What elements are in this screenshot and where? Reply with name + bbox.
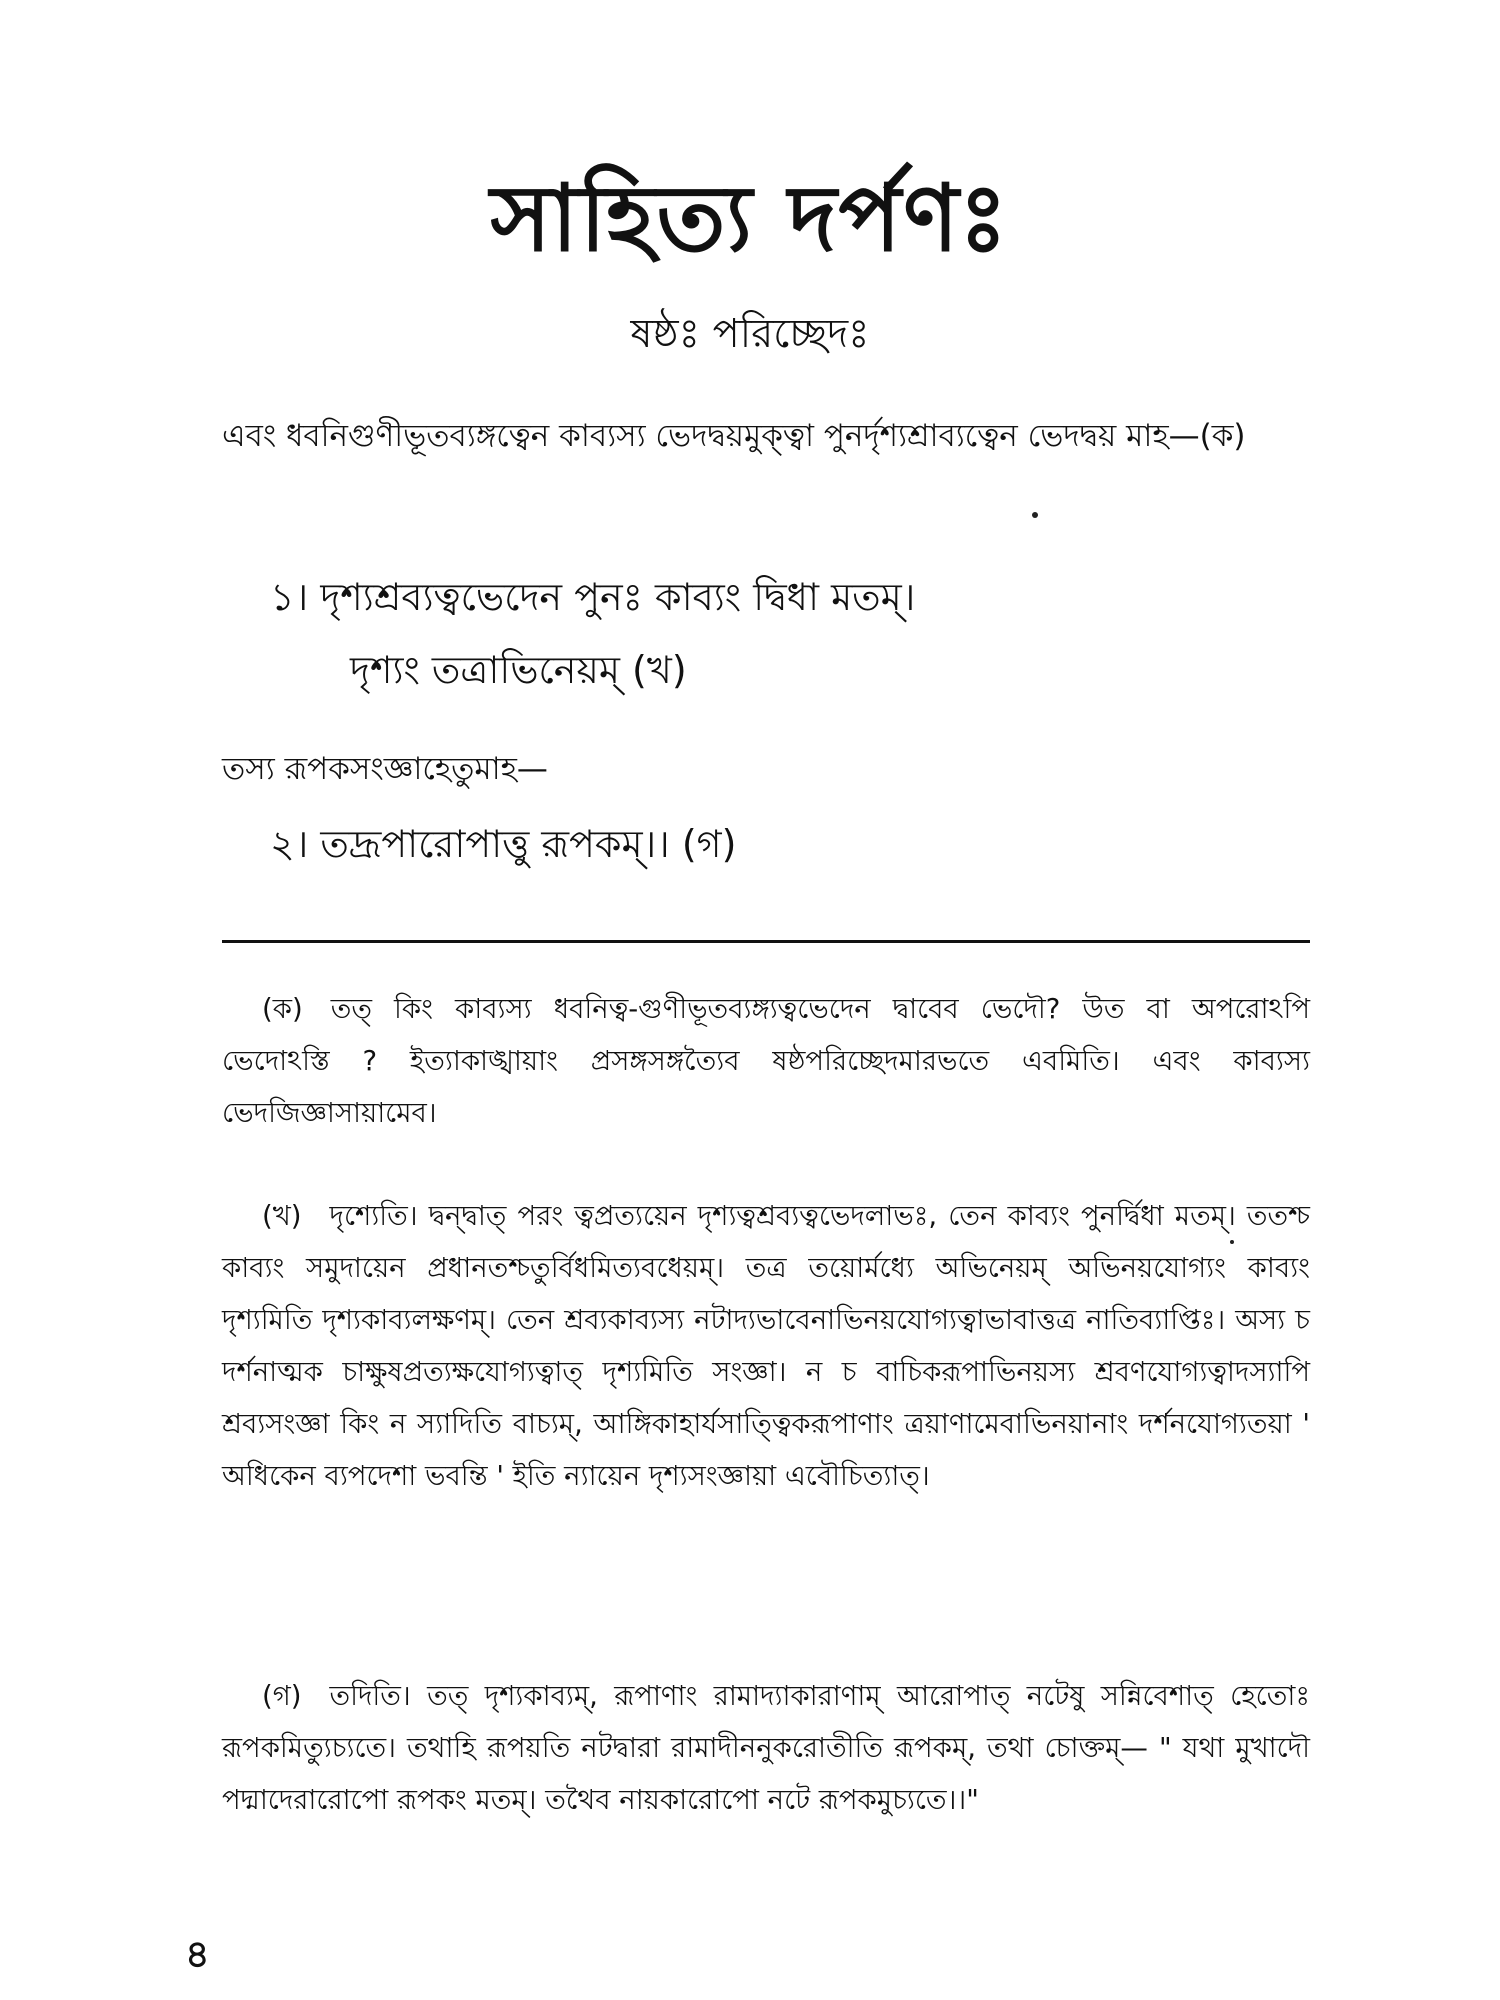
scan-speck (1032, 512, 1038, 518)
footnote-text: দৃশ্যেতি। দ্বন্দ্বাত্ পরং ত্বপ্রত্যয়েন দৃশ্যত্বশ্রব্যত্বভেদলাভঃ, তেন কাব্যং পুনর্দ্বিধা মতম্। ততশ্চ কাব্যং সমুদায়েন প্রধানতশ্চতুর্বিধমিত্যবধেয়ম্। তত্র তয়োর্মধ্যে অভিনেয়ম্ অভিনয়যোগ্যং কাব্যং দৃশ্যমিতি দৃশ্যকাব্যলক্ষণম্। তেন শ্রব্যকাব্যস্য নটাদ্যভাবেনাভিনয়যোগ্যত্বাভাবাত্তত্র নাতিব্যাপ্তিঃ। অস্য চ দর্শনাত্মক চাক্ষুষপ্রত্যক্ষযোগ্যত্বাত্ দৃশ্যমিতি সংজ্ঞা। ন চ বাচিকরূপাভিনয়স্য শ্রবণযোগ্যত্বাদস্যাপি শ্রব্যসংজ্ঞা কিং ন স্যাদিতি বাচ্যম্, আঙ্গিকাহার্যসাত্ত্বিকরূপাণাং ত্রয়াণামেবাভিনয়ানাং দর্শনযোগ্যতয়া ' অধিকেন ব্যপদেশা ভবন্তি ' ইতি ন্যায়েন দৃশ্যসংজ্ঞায়া এবৌচিত্যাত্। (222, 1200, 1310, 1492)
verse-1-line-1: ১। দৃশ্যশ্রব্যত্বভেদেন পুনঃ কাব্যং দ্বিধা মতম্। (270, 575, 916, 619)
footnote-ga (222, 1670, 1310, 1826)
scan-speck (1230, 1240, 1234, 1244)
verse-1-line-2: দৃশ্যং তত্রাভিনেয়ম্ (খ) (350, 648, 687, 692)
footnote-marker: (খ) (262, 1200, 302, 1232)
chapter-heading: ষষ্ঠঃ পরিচ্ছেদঃ (630, 311, 870, 357)
footnote-kha (222, 1190, 1310, 1502)
prose-line: তস্য রূপকসংজ্ঞাহেতুমাহ— (222, 751, 548, 787)
footnote-text: তত্ কিং কাব্যস্য ধবনিত্ব-গুণীভূতব্যঙ্গ্যত্বভেদেন দ্বাবেব ভেদৌ? উত বা অপরোঽপি ভেদোঽস্তি ? ইত্যাকাঙ্খায়াং প্রসঙ্গসঙ্গত্যৈব ষষ্ঠপরিচ্ছেদমারভতে এবমিতি। এবং কাব্যস্য ভেদজিজ্ঞাসায়ামেব। (222, 993, 1310, 1129)
footnote-marker: (ক) (262, 993, 303, 1025)
page-number: ৪ (185, 1932, 210, 1976)
page-title: সাহিত্য দর্পণঃ (490, 165, 1010, 272)
footnote-ka (222, 983, 1310, 1139)
footnote-marker: (গ) (262, 1680, 302, 1712)
verse-2: ২। তদ্রূপারোপাত্তু রূপকম্।। (গ) (270, 822, 737, 866)
intro-paragraph: এবং ধবনিগুণীভূতব্যঙ্গত্বেন কাব্যস্য ভেদদ্বয়মুক্ত্বা পুনর্দৃশ্যশ্রাব্যত্বেন ভেদদ্বয় মাহ—(ক) (222, 418, 1246, 454)
footnote-text: তদিতি। তত্ দৃশ্যকাব্যম্, রূপাণাং রামাদ্যাকারাণাম্ আরোপাত্ নটেষু সন্নিবেশাত্ হেতোঃ রূপকমিত্যুচ্যতে। তথাহি রূপয়তি নটদ্বারা রামাদীননুকরোতীতি রূপকম্, তথা চোক্তম্— " যথা মুখাদৌ পদ্মাদেরারোপো রূপকং মতম্। তথৈব নায়কারোপো নটে রূপকমুচ্যতে।।" (222, 1680, 1310, 1816)
footnote-divider (222, 940, 1310, 943)
